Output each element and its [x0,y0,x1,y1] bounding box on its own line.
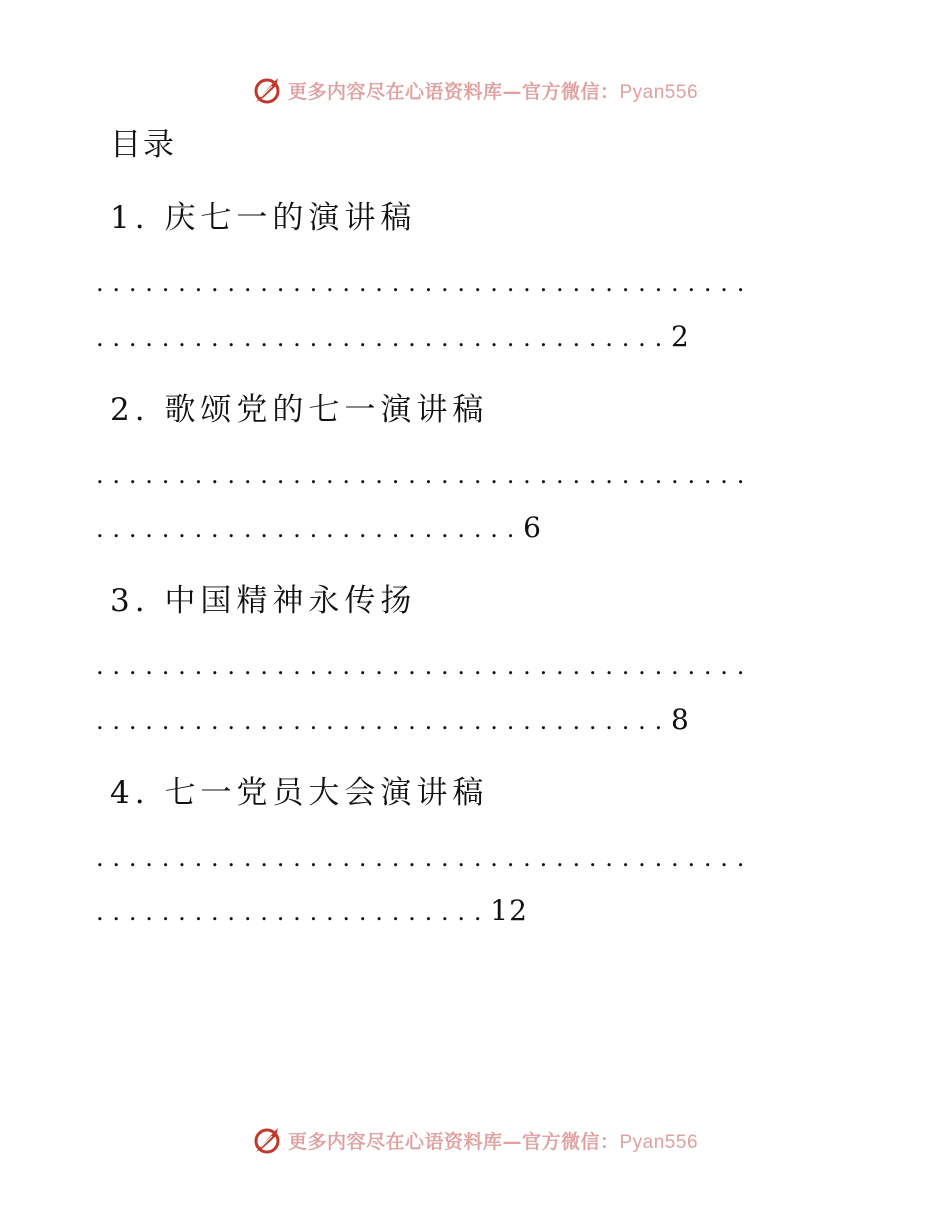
toc-entry-4-page[interactable]: 12 [490,896,528,927]
toc-entry-2-title[interactable] [110,390,488,430]
header-watermark [0,70,950,110]
toc-entry-number: 4. [110,775,150,811]
toc-entry-3-title[interactable] [110,581,416,621]
toc-leader-dots: ........................................ [96,269,754,297]
footer-watermark [0,1120,950,1160]
toc-title: 目录 [110,127,176,163]
toc-entry-label: 七一党员大会演讲稿 [164,775,489,811]
toc-entry-2-leader: ..........................6 [96,513,542,544]
quill-logo-icon [252,75,282,105]
toc-leader-dots: ........................................ [96,461,754,489]
toc-entry-4-title[interactable] [110,773,488,813]
toc-leader-dots: ........................................ [96,652,754,680]
toc-entry-1-leader: ...................................2 [96,322,690,353]
toc-entry-label: 歌颂党的七一演讲稿 [164,392,489,428]
toc-entry-label: 中国精神永传扬 [164,583,417,619]
quill-logo-icon [252,1125,282,1155]
toc-entry-number: 2. [110,392,150,428]
toc-entry-1-title[interactable] [110,198,416,238]
watermark-text: 更多内容尽在心语资料库—官方微信：Pyan556 [287,1130,699,1153]
toc-entry-label: 庆七一的演讲稿 [164,200,417,236]
toc-entry-4-leader: ........................12 [96,896,528,927]
toc-entry-3-leader: ...................................8 [96,705,690,736]
toc-entry-1-page[interactable]: 2 [671,322,690,353]
toc-leader-dots: ........................................ [96,844,754,872]
watermark-text: 更多内容尽在心语资料库—官方微信：Pyan556 [287,80,699,103]
toc-entry-3-page[interactable]: 8 [671,705,690,736]
toc-entry-number: 3. [110,583,150,619]
toc-entry-2-page[interactable]: 6 [523,513,542,544]
toc-entry-number: 1. [110,200,150,236]
